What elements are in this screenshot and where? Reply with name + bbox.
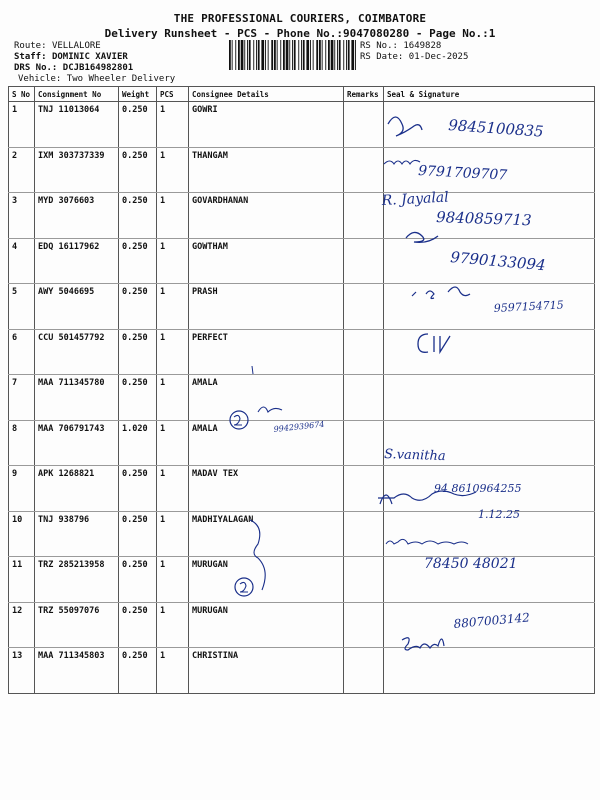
cell-consignee: MADHIYALAGAN <box>189 511 344 557</box>
cell-pcs: 1 <box>157 466 189 512</box>
table-header-row <box>9 87 595 102</box>
cell-consignee: MURUGAN <box>189 557 344 603</box>
barcode-bar <box>348 40 350 70</box>
staff-label: Staff: <box>14 52 47 62</box>
cell-pcs: 1 <box>157 284 189 330</box>
barcode-bar <box>274 40 276 70</box>
barcode-bar <box>232 40 233 70</box>
cell-pcs: 1 <box>157 102 189 148</box>
cell-signature <box>384 511 595 557</box>
staff-line <box>14 52 128 62</box>
barcode-bar <box>286 40 289 70</box>
barcode-bar <box>339 40 341 70</box>
table-row <box>9 147 595 193</box>
cell-weight: 0.250 <box>119 602 157 648</box>
cell-remarks <box>344 193 384 239</box>
cell-remarks <box>344 375 384 421</box>
table-row <box>9 648 595 694</box>
cell-sno: 2 <box>9 147 35 193</box>
cell-sno: 5 <box>9 284 35 330</box>
table-row <box>9 420 595 466</box>
col-weight: Weight <box>119 87 157 102</box>
cell-consignee: PRASH <box>189 284 344 330</box>
cell-consignment: MYD 3076603 <box>35 193 119 239</box>
col-sno: S No <box>9 87 35 102</box>
cell-sno: 3 <box>9 193 35 239</box>
cell-weight: 0.250 <box>119 284 157 330</box>
cell-signature <box>384 329 595 375</box>
barcode-bar <box>238 40 240 70</box>
cell-remarks <box>344 466 384 512</box>
cell-sno: 6 <box>9 329 35 375</box>
cell-consignment: APK 1268821 <box>35 466 119 512</box>
cell-weight: 0.250 <box>119 147 157 193</box>
col-consignee: Consignee Details <box>189 87 344 102</box>
barcode-bar <box>306 40 309 70</box>
hw-phone-11: 78450 48021 <box>424 556 518 572</box>
cell-consignment: CCU 501457792 <box>35 329 119 375</box>
cell-weight: 0.250 <box>119 557 157 603</box>
hw-date-10: 1.12.25 <box>478 508 520 521</box>
barcode-bar <box>241 40 244 70</box>
barcode-bar <box>351 40 354 70</box>
drs-value: DCJB164982801 <box>62 63 134 73</box>
cell-weight: 0.250 <box>119 511 157 557</box>
cell-signature <box>384 238 595 284</box>
cell-weight: 0.250 <box>119 648 157 694</box>
cell-remarks <box>344 602 384 648</box>
rs-no-label: RS No.: <box>360 41 398 51</box>
company-title: THE PROFESSIONAL COURIERS, COIMBATORE <box>173 12 427 25</box>
cell-signature <box>384 557 595 603</box>
cell-sno: 7 <box>9 375 35 421</box>
route-label: Route: <box>14 41 47 51</box>
cell-remarks <box>344 329 384 375</box>
cell-pcs: 1 <box>157 420 189 466</box>
cell-sno: 11 <box>9 557 35 603</box>
cell-consignee: GOWRI <box>189 102 344 148</box>
hw-phone-2: 9791709707 <box>417 163 508 184</box>
hw-phone-10: 94 8610964255 <box>434 482 522 495</box>
cell-signature <box>384 147 595 193</box>
barcode-bar <box>247 40 248 70</box>
cell-pcs: 1 <box>157 147 189 193</box>
barcode-bar <box>283 40 285 70</box>
hw-phone-13: 8807003142 <box>453 610 531 631</box>
hw-phone-4: 9790133094 <box>449 248 547 275</box>
table-row <box>9 375 595 421</box>
cell-consignee: CHRISTINA <box>189 648 344 694</box>
col-consignment: Consignment No <box>35 87 119 102</box>
table-row <box>9 511 595 557</box>
col-remarks: Remarks <box>344 87 384 102</box>
col-signature: Seal & Signature <box>384 87 595 102</box>
barcode-bar <box>253 40 254 70</box>
cell-consignee: MURUGAN <box>189 602 344 648</box>
cell-remarks <box>344 557 384 603</box>
rs-no-line <box>360 41 441 51</box>
barcode-bar <box>292 40 293 70</box>
cell-remarks <box>344 102 384 148</box>
cell-sno: 12 <box>9 602 35 648</box>
barcode-bar <box>258 40 260 70</box>
barcode-bar <box>355 40 356 70</box>
barcode-bar <box>268 40 269 70</box>
cell-consignee: MADAV TEX <box>189 466 344 512</box>
cell-remarks <box>344 648 384 694</box>
table-row <box>9 238 595 284</box>
staff-value: DOMINIC XAVIER <box>51 52 128 62</box>
cell-weight: 0.250 <box>119 375 157 421</box>
cell-pcs: 1 <box>157 329 189 375</box>
hw-name-3: R. Jayalal <box>381 189 450 209</box>
cell-consignment: IXM 303737339 <box>35 147 119 193</box>
cell-sno: 9 <box>9 466 35 512</box>
cell-remarks <box>344 511 384 557</box>
table-row <box>9 602 595 648</box>
cell-signature <box>384 284 595 330</box>
barcode-bar <box>337 40 338 70</box>
cell-weight: 0.250 <box>119 466 157 512</box>
hw-phone-3: 9840859713 <box>435 208 532 230</box>
cell-consignment: MAA 706791743 <box>35 420 119 466</box>
barcode-bar <box>271 40 273 70</box>
barcode-bar <box>346 40 347 70</box>
vehicle-value: Two Wheeler Delivery <box>66 74 176 84</box>
cell-consignment: TRZ 285213958 <box>35 557 119 603</box>
barcode-bar <box>229 40 231 70</box>
cell-pcs: 1 <box>157 557 189 603</box>
cell-signature <box>384 102 595 148</box>
cell-consignment: MAA 711345780 <box>35 375 119 421</box>
cell-weight: 1.020 <box>119 420 157 466</box>
barcode-bar <box>313 40 314 70</box>
barcode-bar <box>249 40 251 70</box>
barcode-bar <box>277 40 278 70</box>
table-row <box>9 466 595 512</box>
drs-line <box>14 63 133 73</box>
cell-pcs: 1 <box>157 648 189 694</box>
col-pcs: PCS <box>157 87 189 102</box>
cell-pcs: 1 <box>157 238 189 284</box>
barcode-bar <box>301 40 302 70</box>
barcode-bar <box>322 40 323 70</box>
hw-name-9: S.vanitha <box>383 447 446 465</box>
barcode-bar <box>294 40 296 70</box>
cell-consignee: THANGAM <box>189 147 344 193</box>
hw-phone-1: 9845100835 <box>447 116 545 141</box>
table-row <box>9 284 595 330</box>
cell-signature <box>384 648 595 694</box>
barcode-bar <box>235 40 236 70</box>
table-row <box>9 102 595 148</box>
barcode-bar <box>261 40 264 70</box>
cell-sno: 1 <box>9 102 35 148</box>
barcode-bar <box>298 40 299 70</box>
hw-phone-8: 9942939674 <box>273 419 325 434</box>
hw-phone-5: 9597154715 <box>493 298 565 315</box>
cell-signature <box>384 193 595 239</box>
barcode-bar <box>289 40 290 70</box>
rs-no-value: 1649828 <box>403 41 442 51</box>
barcode-bar <box>280 40 281 70</box>
runsheet-table <box>8 86 595 694</box>
cell-signature <box>384 375 595 421</box>
cell-pcs: 1 <box>157 602 189 648</box>
cell-weight: 0.250 <box>119 238 157 284</box>
cell-weight: 0.250 <box>119 329 157 375</box>
barcode-bar <box>265 40 266 70</box>
cell-pcs: 1 <box>157 511 189 557</box>
barcode-bar <box>325 40 326 70</box>
cell-consignment: TRZ 55097076 <box>35 602 119 648</box>
barcode-bar <box>303 40 305 70</box>
cell-consignee: PERFECT <box>189 329 344 375</box>
barcode-bar <box>244 40 245 70</box>
cell-signature <box>384 602 595 648</box>
cell-remarks <box>344 420 384 466</box>
runsheet-subtitle: Delivery Runsheet - PCS - Phone No.:9047080280 - Page No.:1 <box>104 27 496 40</box>
rs-date-line <box>360 52 468 62</box>
cell-sno: 13 <box>9 648 35 694</box>
cell-remarks <box>344 147 384 193</box>
rs-date-value: 01-Dec-2025 <box>408 52 469 62</box>
cell-consignment: AWY 5046695 <box>35 284 119 330</box>
table-row <box>9 329 595 375</box>
cell-consignment: MAA 711345803 <box>35 648 119 694</box>
route-value: VELLALORE <box>51 41 101 51</box>
cell-consignee: AMALA <box>189 420 344 466</box>
table-row <box>9 193 595 239</box>
barcode-bar <box>343 40 344 70</box>
barcode <box>229 40 356 70</box>
cell-signature <box>384 420 595 466</box>
cell-consignment: EDQ 16117962 <box>35 238 119 284</box>
barcode-bar <box>334 40 335 70</box>
barcode-bar <box>328 40 330 70</box>
cell-remarks <box>344 284 384 330</box>
cell-consignment: TNJ 11013064 <box>35 102 119 148</box>
route-line <box>14 41 101 51</box>
barcode-bar <box>316 40 318 70</box>
cell-sno: 8 <box>9 420 35 466</box>
barcode-bar <box>331 40 334 70</box>
cell-weight: 0.250 <box>119 193 157 239</box>
cell-consignment: TNJ 938796 <box>35 511 119 557</box>
cell-sno: 10 <box>9 511 35 557</box>
cell-consignee: GOWTHAM <box>189 238 344 284</box>
table-row <box>9 557 595 603</box>
cell-sno: 4 <box>9 238 35 284</box>
vehicle-label: Vehicle: <box>18 74 62 84</box>
cell-consignee: AMALA <box>189 375 344 421</box>
cell-pcs: 1 <box>157 375 189 421</box>
barcode-bar <box>310 40 311 70</box>
barcode-bar <box>319 40 321 70</box>
barcode-bar <box>256 40 257 70</box>
cell-weight: 0.250 <box>119 102 157 148</box>
drs-label: DRS No.: <box>14 63 58 73</box>
rs-date-label: RS Date: <box>360 52 404 62</box>
cell-remarks <box>344 238 384 284</box>
cell-consignee: GOVARDHANAN <box>189 193 344 239</box>
cell-pcs: 1 <box>157 193 189 239</box>
vehicle-line <box>18 74 175 84</box>
cell-signature <box>384 466 595 512</box>
